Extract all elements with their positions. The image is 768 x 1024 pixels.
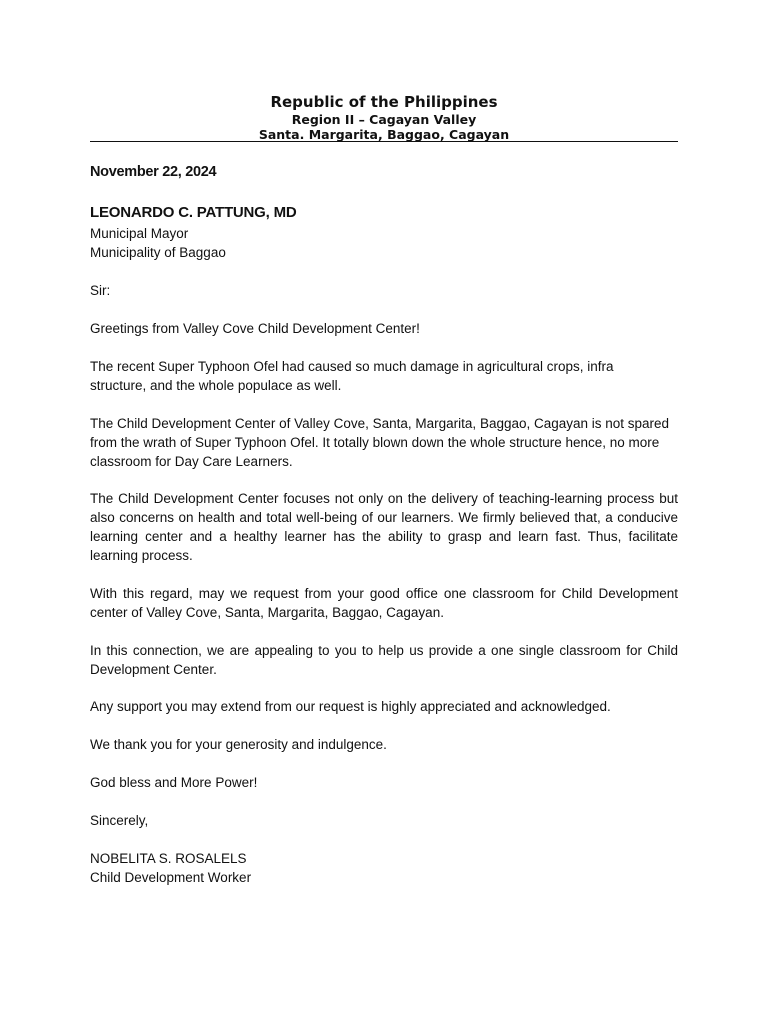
addressee-name: LEONARDO C. PATTUNG, MD: [90, 204, 297, 221]
body-paragraph-3: The Child Development Center focuses not only on the delivery of teaching-learning process but also concerns on health and total well-being of our learners. We firmly believed that, a conducive learning center and a healthy learner has the ability to grasp and learn fast. Thus, facilitate learning process.: [90, 491, 678, 563]
addressee-title: Municipal Mayor: [90, 226, 189, 241]
body-paragraph-5: In this connection, we are appealing to you to help us provide a one single classroom for Child Development Center.: [90, 643, 678, 677]
addressee-office: Municipality of Baggao: [90, 245, 226, 260]
letterhead: [90, 92, 678, 142]
body-paragraph-6: Any support you may extend from our request is highly appreciated and acknowledged.: [90, 699, 611, 714]
body-paragraph-8: God bless and More Power!: [90, 775, 258, 790]
salutation: Sir:: [90, 283, 111, 298]
letterhead-place: Santa. Margarita, Baggao, Cagayan: [258, 127, 510, 142]
letterhead-divider: [90, 141, 678, 142]
body-greeting: Greetings from Valley Cove Child Development Center!: [90, 321, 420, 336]
signatory-name: NOBELITA S. ROSALELS: [90, 851, 247, 866]
letterhead-region: Region II – Cagayan Valley: [291, 112, 477, 127]
letterhead-country: Republic of the Philippines: [270, 93, 498, 111]
body-paragraph-7: We thank you for your generosity and indulgence.: [90, 737, 387, 752]
letter-date: November 22, 2024: [90, 164, 217, 180]
body-paragraph-4: With this regard, may we request from your good office one classroom for Child Development center of Valley Cove, Santa, Margarita, Baggao, Cagayan.: [90, 586, 678, 620]
body-paragraph-2: The Child Development Center of Valley Cove, Santa, Margarita, Baggao, Cagayan is not spared from the wrath of Super Typhoon Ofel. It totally blown down the whole structure hence, no more classroom for Day Care Learners.: [90, 416, 670, 469]
signatory-position: Child Development Worker: [90, 870, 252, 885]
body-paragraph-1: The recent Super Typhoon Ofel had caused so much damage in agricultural crops, infra structure, and the whole populace as well.: [90, 359, 614, 393]
closing: Sincerely,: [90, 813, 149, 828]
